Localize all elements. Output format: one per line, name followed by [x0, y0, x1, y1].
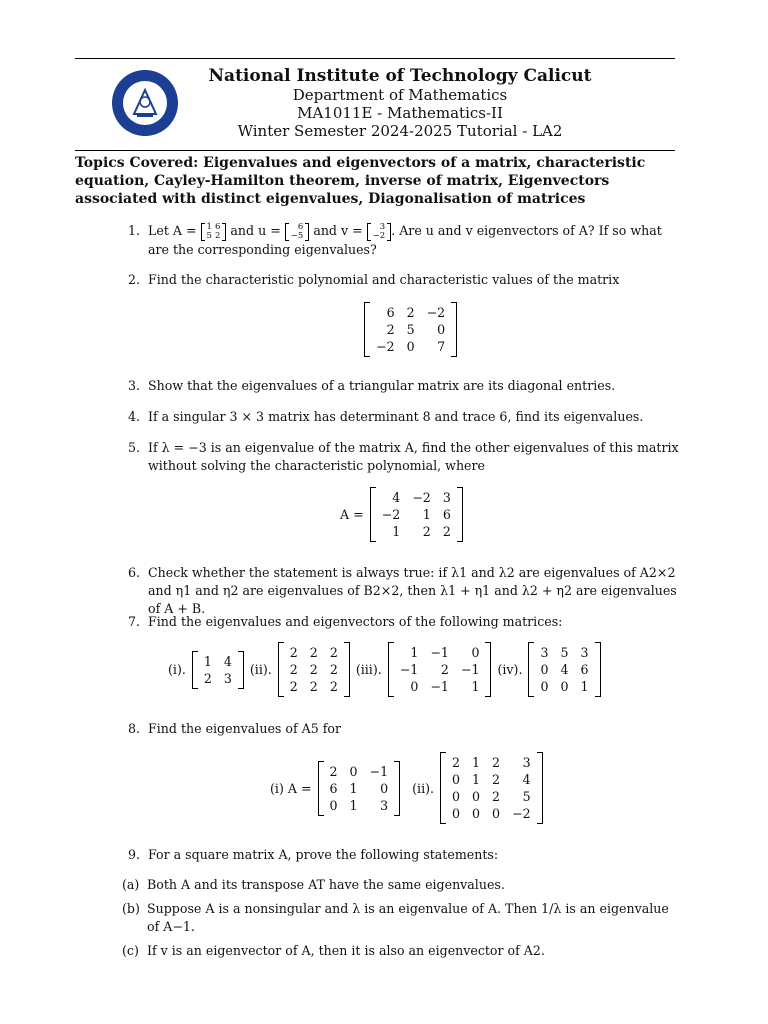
matrix-cell: 5 [522, 789, 531, 804]
course-name: MA1011E - Mathematics-II [297, 104, 503, 122]
matrix-cell: 6 [297, 221, 304, 232]
matrix-cell: 1 [471, 679, 480, 694]
question-7: 7. Find the eigenvalues and eigenvectors of the following matrices: [128, 614, 563, 629]
matrix-cell: 2 [422, 524, 431, 539]
matrix-cell: 3 [580, 645, 589, 660]
matrix-cell: 2 [214, 230, 221, 241]
topics-covered: Topics Covered: Eigenvalues and eigenvectors of a matrix, characteristic equation, Cayley-Hamilton theorem, inverse of matrix, Eigenvectors associated with distinct eigenvalues, Diagonalisation of matrices [75, 155, 646, 207]
question-2: 2. Find the characteristic polynomial and characteristic values of the matrix [128, 272, 620, 287]
matrix-cell: 0 [472, 806, 481, 821]
matrix-cell: 0 [540, 662, 549, 677]
matrix-cell: 3 [223, 670, 232, 686]
matrix-cell: 6 [442, 507, 451, 522]
question-9: 9. For a square matrix A, prove the following statements: [128, 847, 499, 862]
matrix-cell: 2 [309, 679, 318, 694]
matrix-cell: 6 [214, 221, 221, 232]
matrix-cell: 0 [329, 797, 338, 813]
matrix-cell: 2 [329, 679, 338, 694]
matrix-cell: −5 [290, 230, 304, 241]
matrix-cell: 0 [410, 679, 419, 694]
matrix-cell: −2 [381, 507, 401, 522]
matrix-cell: −2 [426, 305, 446, 320]
matrix-cell: 1 [349, 797, 358, 813]
matrix-cell: 1 [349, 780, 358, 796]
matrix-cell: 3 [540, 645, 549, 660]
matrices-q7-block: (i). 1 4 2 3 (ii). 2 2 2 2 2 2 2 2 2 (iii). 1 −1 0 −1 2 −1 0 −1 1 (iv). 3 5 3 0 4 6 0 0 1 [168, 642, 601, 697]
matrix-cell: 0 [437, 322, 446, 337]
matrices-q8-block: (i) A = 2 0 −1 6 1 0 0 1 3 (ii). 2 1 2 3 0 1 2 4 0 0 2 5 0 0 0 −2 [270, 752, 543, 824]
matrix-cell: 3 [522, 755, 531, 770]
matrix-cell: 0 [406, 339, 415, 354]
matrix-cell: −1 [399, 662, 419, 677]
matrix-cell: 6 [329, 780, 338, 796]
matrix-cell: 5 [206, 230, 212, 241]
matrix-cell: 0 [380, 780, 389, 796]
header-rule [75, 150, 675, 151]
matrix-cell: 0 [560, 679, 569, 694]
tutorial-name: Winter Semester 2024-2025 Tutorial - LA2 [237, 122, 563, 140]
matrix-cell: 2 [440, 662, 449, 677]
matrix-cell: −2 [512, 806, 531, 821]
matrix-cell: 0 [349, 763, 358, 779]
matrix-cell: 0 [471, 645, 480, 660]
matrix-cell: 1 [392, 524, 401, 539]
matrix-cell: −1 [369, 763, 389, 779]
matrix-cell: 2 [492, 789, 501, 804]
matrix-cell: 4 [392, 490, 401, 505]
matrix-cell: 1 [203, 653, 212, 669]
matrix-cell: −2 [412, 490, 431, 505]
matrix-cell: 7 [437, 339, 446, 354]
matrix-cell: 0 [540, 679, 549, 694]
matrix-cell: 1 [422, 507, 431, 522]
department-name: Department of Mathematics [292, 86, 508, 104]
question-3: 3. Show that the eigenvalues of a triangular matrix are its diagonal entries. [128, 378, 616, 393]
matrix-cell: 0 [452, 789, 461, 804]
matrix-q2 [364, 302, 457, 357]
matrix-cell: 1 [472, 772, 481, 787]
matrix-cell: 0 [452, 772, 461, 787]
question-9b: (b) Suppose A is a nonsingular and λ is an eigenvalue of A. Then 1/λ is an eigenvalue of A−1. [122, 901, 669, 934]
matrix-cell: 0 [452, 806, 461, 821]
matrix-cell: 1 [580, 679, 589, 694]
matrix-q7-iii [388, 642, 492, 697]
matrix-cell: 1 [410, 645, 419, 660]
matrix-cell: 2 [329, 763, 338, 779]
matrix-cell: 6 [580, 662, 589, 677]
matrix-cell: 2 [452, 755, 461, 770]
matrix-q8-ii [440, 752, 543, 824]
question-5: 5. If λ = −3 is an eigenvalue of the matrix A, find the other eigenvalues of this matrix without solving the characteristic polynomial, where [128, 440, 679, 473]
header [150, 66, 650, 140]
matrix-cell: 2 [203, 670, 212, 686]
matrix-cell: 2 [406, 305, 415, 320]
matrix-cell: 5 [406, 322, 415, 337]
matrix-cell: 1 [472, 755, 481, 770]
matrix-q5-block: A = 4 −2 3 −2 1 6 1 2 2 [340, 487, 463, 542]
matrix-cell: −1 [430, 679, 449, 694]
matrix-cell: 2 [386, 322, 395, 337]
matrix-q8-i [318, 761, 401, 816]
matrix-cell: 2 [289, 645, 298, 660]
top-rule [75, 58, 675, 59]
matrix-q5 [370, 487, 463, 542]
matrix-cell: 2 [309, 645, 318, 660]
matrix-cell: −1 [430, 645, 449, 660]
question-6: 6. Check whether the statement is always true: if λ1 and λ2 are eigenvalues of A2×2 and η1 and η2 are eigenvalues of B2×2, then λ1 + η1 and λ2 + η2 are eigenvalues of A + B. [128, 565, 677, 616]
matrix-cell: −2 [376, 339, 395, 354]
matrix-cell: 2 [492, 772, 501, 787]
matrix-q1-A [201, 223, 227, 241]
institute-name: National Institute of Technology Calicut [208, 66, 592, 86]
question-9a: (a) Both A and its transpose AT have the same eigenvalues. [122, 877, 505, 892]
matrix-cell: 4 [522, 772, 531, 787]
question-8: 8. Find the eigenvalues of A5 for [128, 721, 341, 736]
matrix-q7-iv [528, 642, 600, 697]
matrix-cell: −1 [460, 662, 480, 677]
question-9c: (c) If v is an eigenvector of A, then it is also an eigenvector of A2. [122, 943, 545, 958]
matrix-cell: 5 [560, 645, 569, 660]
matrix-cell: 4 [223, 653, 232, 669]
matrix-q7-i [192, 651, 244, 689]
matrix-cell: 3 [379, 221, 386, 232]
matrix-q7-ii [278, 642, 350, 697]
matrix-cell: 4 [560, 662, 569, 677]
matrix-cell: 6 [386, 305, 395, 320]
matrix-cell: −2 [372, 230, 386, 241]
matrix-q1-v [367, 223, 392, 241]
matrix-cell: 2 [289, 662, 298, 677]
matrix-cell: 2 [329, 645, 338, 660]
matrix-cell: 2 [492, 755, 501, 770]
matrix-cell: 2 [289, 679, 298, 694]
matrix-cell: 3 [442, 490, 451, 505]
matrix-cell: 0 [472, 789, 481, 804]
matrix-cell: 1 [206, 221, 212, 232]
question-4: 4. If a singular 3 × 3 matrix has determinant 8 and trace 6, find its eigenvalues. [128, 409, 644, 424]
matrix-q1-u [285, 223, 310, 241]
matrix-cell: 0 [492, 806, 501, 821]
matrix-cell: 2 [329, 662, 338, 677]
matrix-cell: 2 [309, 662, 318, 677]
matrix-q2-block [364, 302, 457, 357]
question-1: 1. Let A = 1 6 5 2 and u = 6 −5 and v = 3 −2 . Are u and v eigenvectors of A? If so what are the corresponding eigenvalues? [128, 221, 662, 257]
matrix-cell: 2 [442, 524, 451, 539]
matrix-cell: 3 [380, 797, 389, 813]
